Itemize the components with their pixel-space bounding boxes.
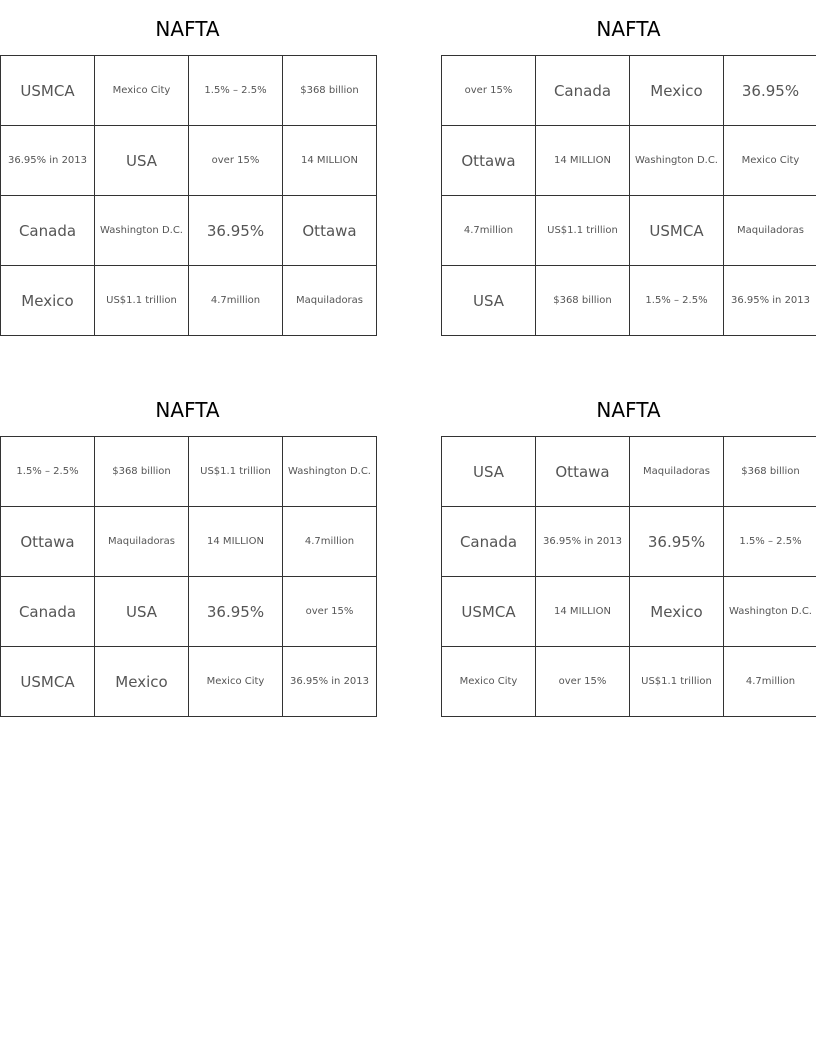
- card-title: NAFTA: [596, 17, 661, 41]
- grid-cell: Mexico City: [724, 126, 816, 196]
- grid-cell: 36.95% in 2013: [283, 647, 377, 717]
- grid-row: [1, 577, 377, 647]
- grid-cell: Maquiladoras: [95, 507, 189, 577]
- grid-cell: Ottawa: [536, 437, 630, 507]
- grid-cell: Mexico: [95, 647, 189, 717]
- grid-cell: US$1.1 trillion: [95, 266, 189, 336]
- grid-cell: $368 billion: [283, 56, 377, 126]
- grid-cell: Ottawa: [442, 126, 536, 196]
- bingo-grid: [441, 55, 816, 336]
- grid-cell: USMCA: [1, 647, 95, 717]
- bingo-grid: [441, 436, 816, 717]
- bingo-grid: [0, 55, 377, 336]
- grid-cell: 4.7million: [442, 196, 536, 266]
- grid-cell: 1.5% – 2.5%: [724, 507, 816, 577]
- grid-row: [442, 437, 816, 507]
- card-title: NAFTA: [155, 17, 220, 41]
- grid-cell: Canada: [1, 577, 95, 647]
- grid-cell: 36.95% in 2013: [1, 126, 95, 196]
- grid-cell: 36.95%: [189, 577, 283, 647]
- grid-cell: USA: [442, 266, 536, 336]
- grid-cell: 4.7million: [283, 507, 377, 577]
- grid-cell: 36.95%: [189, 196, 283, 266]
- grid-cell: Ottawa: [283, 196, 377, 266]
- grid-cell: Mexico City: [95, 56, 189, 126]
- grid-cell: 1.5% – 2.5%: [1, 437, 95, 507]
- grid-cell: over 15%: [442, 56, 536, 126]
- grid-cell: US$1.1 trillion: [536, 196, 630, 266]
- grid-cell: 14 MILLION: [283, 126, 377, 196]
- grid-cell: 36.95%: [724, 56, 816, 126]
- grid-row: [1, 647, 377, 717]
- grid-cell: Canada: [536, 56, 630, 126]
- grid-cell: USMCA: [630, 196, 724, 266]
- grid-cell: 4.7million: [189, 266, 283, 336]
- grid-cell: USMCA: [1, 56, 95, 126]
- grid-cell: Mexico City: [189, 647, 283, 717]
- grid-cell: USA: [442, 437, 536, 507]
- grid-cell: Canada: [442, 507, 536, 577]
- grid-cell: Maquiladoras: [630, 437, 724, 507]
- grid-row: [1, 507, 377, 577]
- grid-cell: Mexico: [630, 56, 724, 126]
- grid-row: [442, 56, 816, 126]
- grid-cell: 14 MILLION: [189, 507, 283, 577]
- grid-row: [1, 126, 377, 196]
- grid-cell: Washington D.C.: [95, 196, 189, 266]
- grid-cell: 14 MILLION: [536, 577, 630, 647]
- grid-cell: over 15%: [283, 577, 377, 647]
- grid-cell: USA: [95, 126, 189, 196]
- grid-row: [1, 266, 377, 336]
- grid-cell: 36.95% in 2013: [724, 266, 816, 336]
- grid-cell: 4.7million: [724, 647, 816, 717]
- grid-cell: $368 billion: [536, 266, 630, 336]
- grid-cell: Washington D.C.: [630, 126, 724, 196]
- grid-cell: Mexico: [630, 577, 724, 647]
- grid-cell: over 15%: [536, 647, 630, 717]
- grid-cell: Ottawa: [1, 507, 95, 577]
- card-title: NAFTA: [596, 398, 661, 422]
- bingo-grid: [0, 436, 377, 717]
- grid-cell: 36.95%: [630, 507, 724, 577]
- grid-cell: US$1.1 trillion: [630, 647, 724, 717]
- grid-row: [442, 577, 816, 647]
- grid-cell: $368 billion: [95, 437, 189, 507]
- grid-cell: USA: [95, 577, 189, 647]
- grid-cell: US$1.1 trillion: [189, 437, 283, 507]
- grid-cell: 1.5% – 2.5%: [630, 266, 724, 336]
- grid-cell: 14 MILLION: [536, 126, 630, 196]
- grid-cell: Washington D.C.: [283, 437, 377, 507]
- grid-cell: USMCA: [442, 577, 536, 647]
- grid-cell: Maquiladoras: [724, 196, 816, 266]
- grid-row: [1, 437, 377, 507]
- grid-row: [442, 196, 816, 266]
- grid-cell: Mexico City: [442, 647, 536, 717]
- grid-row: [1, 56, 377, 126]
- grid-cell: $368 billion: [724, 437, 816, 507]
- card-title: NAFTA: [155, 398, 220, 422]
- grid-row: [442, 266, 816, 336]
- grid-cell: Canada: [1, 196, 95, 266]
- grid-row: [442, 647, 816, 717]
- grid-cell: Washington D.C.: [724, 577, 816, 647]
- grid-cell: Mexico: [1, 266, 95, 336]
- grid-cell: Maquiladoras: [283, 266, 377, 336]
- grid-row: [1, 196, 377, 266]
- grid-cell: 36.95% in 2013: [536, 507, 630, 577]
- grid-row: [442, 507, 816, 577]
- grid-row: [442, 126, 816, 196]
- grid-cell: over 15%: [189, 126, 283, 196]
- grid-cell: 1.5% – 2.5%: [189, 56, 283, 126]
